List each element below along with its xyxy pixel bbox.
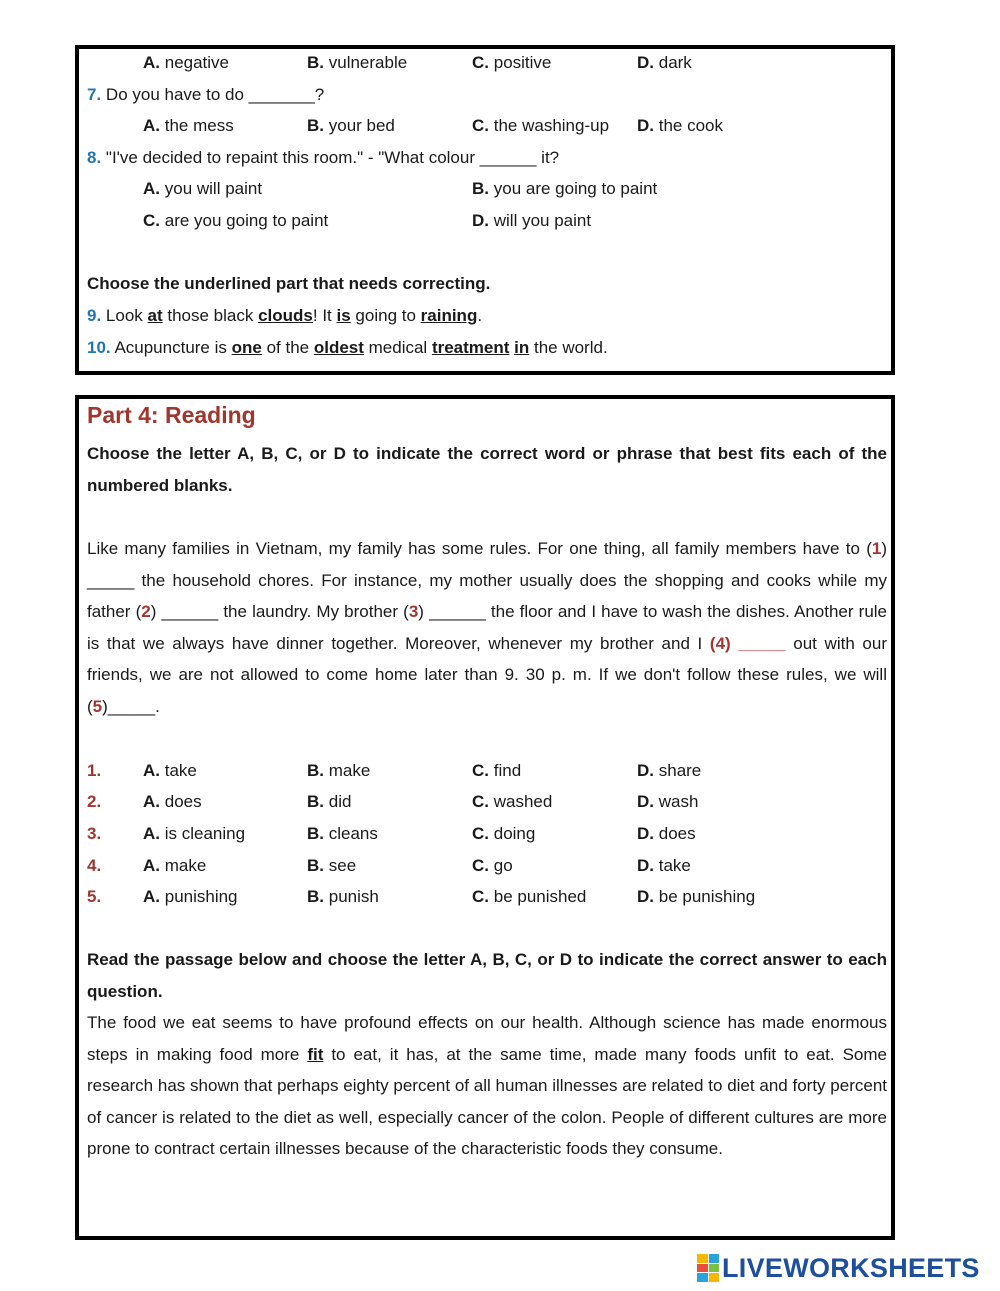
q7-option-d[interactable]: D. the cook xyxy=(637,116,723,135)
liveworksheets-logo xyxy=(697,1252,980,1284)
cloze-passage: Like many families in Vietnam, my family has some rules. For one thing, all family members have to (1) _____ the household chores. For instance, my mother usually does the shopping and cooks while my father (2) ______ the laundry. My brother (3) ______ the floor and I have to wash the dishes. Another rule is that we always have dinner together. Moreover, whenever my brother and I (4) _____ out with our friends, we are not allowed to come home later than 9. 30 p. m. If we don't follow these rules, we will (5)_____. xyxy=(87,539,888,716)
q9-part-c[interactable]: is xyxy=(336,306,351,325)
cloze-q5-option-a[interactable]: A. punishing xyxy=(143,887,238,906)
cloze-q3-option-c[interactable]: C. doing xyxy=(472,824,536,843)
q10-part-d[interactable]: in xyxy=(514,338,530,357)
q7-option-c[interactable]: C. the washing-up xyxy=(472,116,610,135)
cloze-q2-option-a[interactable]: A. does xyxy=(143,792,202,811)
logo-text: LIVEWORKSHEETS xyxy=(722,1252,980,1283)
cloze-q1-option-b[interactable]: B. make xyxy=(307,761,371,780)
cloze-q1-option-c[interactable]: C. find xyxy=(472,761,522,780)
liveworksheets-logo-icon xyxy=(697,1254,719,1282)
question-10: 10. Acupuncture is one of the oldest medical treatment in the world. xyxy=(87,338,608,357)
cloze-q2-option-d[interactable]: D. wash xyxy=(637,792,699,811)
reading-instruction: Read the passage below and choose the letter A, B, C, or D to indicate the correct answer to each question. xyxy=(87,950,887,1001)
cloze-q5-option-d[interactable]: D. be punishing xyxy=(637,887,756,906)
reading-passage: The food we eat seems to have profound effects on our health. Although science has made enormous steps in making food more fit to eat, it has, at the same time, made many foods unfit to eat. Some research has shown that perhaps eighty percent of all human illnesses are related to diet and forty percent of cancer is related to the diet as well, especially cancer of the colon. People of different cultures are more prone to contract certain illnesses because of the characteristic foods they consume. xyxy=(87,1013,887,1159)
cloze-q3-option-d[interactable]: D. does xyxy=(637,824,696,843)
cloze-q1-option-a[interactable]: A. take xyxy=(143,761,197,780)
cloze-q3-option-a[interactable]: A. is cleaning xyxy=(143,824,246,843)
q9-part-d[interactable]: raining xyxy=(420,306,478,325)
q8-option-d[interactable]: D. will you paint xyxy=(472,211,592,230)
question-7: 7. Do you have to do _______? xyxy=(87,85,325,104)
q7-option-a[interactable]: A. the mess xyxy=(143,116,234,135)
cloze-q3-number: 3. xyxy=(87,824,102,843)
q6-option-a[interactable]: A. negative xyxy=(143,53,230,72)
cloze-q4-option-b[interactable]: B. see xyxy=(307,856,357,875)
cloze-q4-number: 4. xyxy=(87,856,102,875)
q10-part-a[interactable]: one xyxy=(231,338,262,357)
cloze-q4-option-a[interactable]: A. make xyxy=(143,856,207,875)
cloze-q2-number: 2. xyxy=(87,792,102,811)
cloze-instruction: Choose the letter A, B, C, or D to indicate the correct word or phrase that best fits each of the numbered blanks. xyxy=(87,444,887,495)
q8-option-c[interactable]: C. are you going to paint xyxy=(143,211,329,230)
cloze-q3-option-b[interactable]: B. cleans xyxy=(307,824,378,843)
q8-option-b[interactable]: B. you are going to paint xyxy=(472,179,658,198)
cloze-q4-option-c[interactable]: C. go xyxy=(472,856,513,875)
cloze-q2-option-b[interactable]: B. did xyxy=(307,792,352,811)
q9-part-b[interactable]: clouds xyxy=(258,306,313,325)
q8-option-a[interactable]: A. you will paint xyxy=(143,179,263,198)
error-correction-instruction: Choose the underlined part that needs correcting. xyxy=(87,274,491,293)
cloze-q4-option-d[interactable]: D. take xyxy=(637,856,691,875)
question-9: 9. Look at those black clouds! It is going to raining. xyxy=(87,306,483,325)
cloze-q5-option-c[interactable]: C. be punished xyxy=(472,887,587,906)
cloze-q2-option-c[interactable]: C. washed xyxy=(472,792,553,811)
q6-option-d[interactable]: D. dark xyxy=(637,53,692,72)
cloze-q1-number: 1. xyxy=(87,761,102,780)
underlined-word-fit: fit xyxy=(307,1044,324,1064)
cloze-q1-option-d[interactable]: D. share xyxy=(637,761,702,780)
q7-option-b[interactable]: B. your bed xyxy=(307,116,395,135)
q6-option-b[interactable]: B. vulnerable xyxy=(307,53,408,72)
part4-title: Part 4: Reading xyxy=(87,402,256,428)
q6-option-c[interactable]: C. positive xyxy=(472,53,552,72)
q9-part-a[interactable]: at xyxy=(147,306,163,325)
q10-part-b[interactable]: oldest xyxy=(313,338,364,357)
cloze-q5-number: 5. xyxy=(87,887,102,906)
cloze-q5-option-b[interactable]: B. punish xyxy=(307,887,379,906)
question-8: 8. "I've decided to repaint this room." - "What colour ______ it? xyxy=(87,148,560,167)
q10-part-c[interactable]: treatment xyxy=(431,338,510,357)
